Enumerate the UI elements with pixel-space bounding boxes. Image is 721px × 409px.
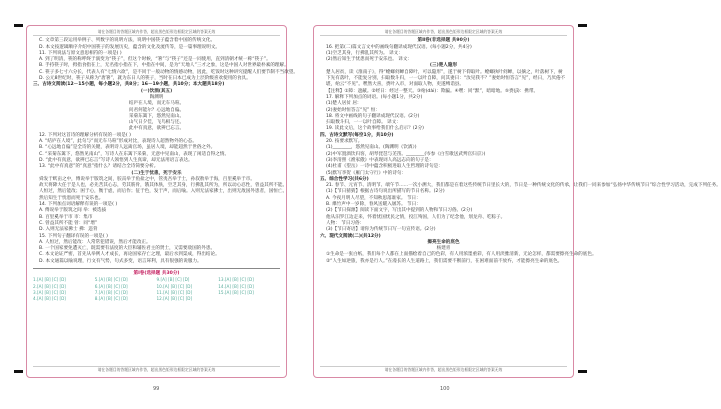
page-header-note: 请在各题目的答题区域内作答，超出黑色矩形边框限定区域的答案无效 [320,29,567,36]
question-line: B. 爆竹声中一岁除，春风送暖入屠苏。 节日： [326,202,421,208]
question-line: D. 入则无法家拂士 拂：违背 [39,227,98,233]
page-number: 100 [440,386,450,392]
answer-choice-row[interactable]: 12.[A] [B] [C] [D] [156,296,193,302]
section-heading: 六、现代文阅读(二)(共12分) [320,233,381,239]
answer-choice-row[interactable]: 5.[A] [B] [C] [D] [94,277,128,283]
question-line: (1)空乏其身，行拂乱其所为。 译文： [326,50,403,56]
passage-line: 【注释】①障：遮蔽。②经日：经过一整天。③绐(dài)：欺骗。④嘿：同“默”，暗暗地。⑤赍(jī)：携带。 [326,88,539,94]
question-line: (1)【节日猜猜】根据古诗句说出所描写的节日名称。(2分) [326,189,445,195]
question-line: D. 本文通篇以喻说理，行文有气势，句式多变，语言犀利，具有很强的说服力。 [39,258,202,264]
question-line: 15. 下列句子翻译有误的一项是( ) [39,233,108,239]
question-line: (3)【节日寄语】请你为传统节日写一句宣传语。(2分) [326,227,436,233]
answer-choice-row[interactable]: 10.[A] [B] [C] [D] [156,283,193,289]
page-header-note: 请在各题目的答题区域内作答，超出黑色矩形边框限定区域的答案无效 [33,29,280,36]
question-line: (5)默写李贺《雁门太守行》中的诗句： [326,170,407,176]
question-line: A. 到了明清，筷的称呼终于演变为“筷子”，但这个时候，“箸”与“筷子”还是一同使用，直到清朝才统一称“筷子”。 [39,57,271,63]
page-footer-note: 请在各题目的答题区域内作答，超出黑色矩形边框限定区域的答案无效 [33,366,280,373]
passage-title: (二)生于忧患，死于安乐 [131,170,182,176]
question-line: 人物： 节日习俗： [326,220,365,226]
answer-choice-row[interactable]: 6.[A] [B] [C] [D] [94,283,128,289]
question-line: A. 人恒过，然后能改：人常常犯错误，然后才能改正。 [39,239,151,245]
passage-line: 故天将降大任于是人也，必先苦其心志，劳其筋骨，饿其体肤，空乏其身，行拂乱其所为，所以动心忍性，曾益其所不能。 [39,183,288,189]
question-line: 18. 将文中画线的句子翻译成现代汉语。(2分) [326,113,420,119]
question-line: B. 手持筷子时，拇指食指在上，无名指小指在下，中指在中间，是为“天地人”三才之象，这是中国人对世界最朴素的理解。 [39,63,289,69]
answer-grid-title: 第Ⅰ卷(选择题 共30分) [133,270,180,276]
question-line: (3)李清照《渔家傲》中表现词人高远志向的句子是： [326,157,434,163]
poem-line: 山气日夕佳，飞鸟相与还。 [128,120,185,126]
question-line: 20. 按要求默写。 [326,139,363,145]
question-line: C. 筷子多七寸六分长，代表人有“七情六欲”，是不同于一般动物的情感动物，因此，吃饭时这种讲究提醒人们要节制不当欲望。 [39,69,298,75]
answer-choice-row[interactable]: 4.[A] [B] [C] [D] [33,296,66,302]
question-line: A. “结庐在人境”，此句与“而无车马喧”形成对比，表现诗人超然物外的心态。 [39,139,197,145]
passage-title: (三)楚人隐形 [429,63,458,69]
left-page [26,25,298,378]
section-heading: 三、古诗文阅读(12－15小题，每小题2分，共8分；16－19小题，共10分；本大题共18分) [33,82,225,88]
essay-author: 杨建青 [436,246,451,252]
essay-title: 擦亮生命的底色 [427,239,460,245]
question-line: B. 百里奚举于市 市：集市 [39,214,93,220]
answer-choice-row[interactable]: 14.[A] [B] [C] [D] [218,283,254,289]
poem-line: 结庐在人境，而无车马喧。 [128,101,185,107]
answer-choice-row[interactable]: 9.[A] [B] [C] [D] [156,277,190,283]
page-number: 99 [153,386,160,392]
question-line: 21. 春节、元宵节、清明节、端午节……一次小测大，我们都是在着这些传统节日里长大的，节日是一种传统文化的传承，让我们一同来参加“弘扬中华传统节日”综合性学习活动，完成下列任务。 [326,183,721,189]
question-line: 12. 下列对这首诗的理解分析有误的一项是( ) [39,132,131,138]
poem-title: (一)饮酒(其五) [140,88,173,94]
answer-choice-row[interactable] [218,296,280,302]
question-line: 17. 解释下列加点的词语。(每小题1分，共2分) [326,94,423,100]
question-line: (2)中军置酒饮归客，胡琴琵琶与羌笛。________(岑参《白雪歌送武判官归京》) [326,151,486,157]
question-line: B. “心远地自偏”是全诗的关键，表明诗人远离官场，虽居人境，却能超然于世俗之外。 [39,145,216,151]
registration-mark [14,370,23,373]
poem-line: 采菊东篱下，悠然见南山。 [128,113,185,119]
question-line: C. 文章第三段运用举例子、列数字的说明方法，说明中国筷子蕴含着中国的传统文化。 [39,38,216,44]
poem-author: 陶渊明 [149,94,164,100]
question-line: (4)杜甫《望岳》一诗中蕴含积极进取人生哲理的诗句是： [326,164,443,170]
question-line: 他从汨罗江边走来，怀着忧国忧民之情，投江殉国，人们为了纪念他，划龙舟、吃粽子。 [326,214,506,220]
answer-choice-row[interactable]: 11.[A] [B] [C] [D] [156,289,193,295]
registration-mark [14,24,23,27]
section-heading: 四、古诗文默写(每空1分，共10分) [320,132,394,138]
poem-line: 此中有真意，欲辨已忘言。 [128,126,185,132]
question-line: C. 曾益其所不能 曾：同“增” [39,220,98,226]
answer-choice-row[interactable]: 1.[A] [B] [C] [D] [33,277,66,283]
passage-line: 然后知生于忧患而死于安乐也。 [39,195,104,201]
question-line: (2)妻始时恒答言“见” 恒： [326,107,381,113]
answer-grid [33,268,280,302]
question-line: 11. 下列说法与原文意思相符的一项是( ) [39,50,122,56]
question-line: (1)________，悠然见南山。(陶渊明《饮酒》) [326,145,417,151]
answer-choice-row[interactable]: 15.[A] [B] [C] [D] [218,289,254,295]
question-line: D. “此中有真意，欲辨已忘言”写诗人领悟到人生真谛，却无法用语言表达。 [39,157,193,163]
question-line: 13. “此中有真意”的“真意”指什么？请结合全诗简要分析。 [39,164,159,170]
answer-choice-row[interactable]: 13.[A] [B] [C] [D] [218,277,254,283]
passage-line: 楚人居贫，读《淮南子》，得“螳螂伺蝉自障叶，可以隐形”，遂于树下仰取叶。螳螂执叶伺蝉，以摘之，叶落树下，树下先有落叶，不能复分别，扫取数斗归，一一以叶自障，问其妻曰：“汝见我不？”妻始时恒答言“见”，经日，乃厌倦不堪，绐云“不见”。嘿然大喜，赍叶入市，对面取人物，吏遂缚诣县。 [326,69,566,88]
question-line: (2)然后知生于忧患而死于安乐也。 译文： [326,57,413,63]
question-line: B. 一个国家要免遭灭亡，既需要有法度的大臣和辅佐君主的贤士，又需要敌国的外患。 [39,246,216,252]
question-line: (1)楚人居贫 居： [326,101,362,107]
answer-choice-row[interactable]: 3.[A] [B] [C] [D] [33,289,66,295]
answer-choice-row[interactable]: 2.[A] [B] [C] [D] [33,283,66,289]
question-line: C. “采菊东篱下，悠然见南山”，写诗人在东篱下采菊，无意中见南山，表现了闲适自得之情。 [39,151,230,157]
essay-line: ①生命是一张白纸，我们每个人都在上面描绘着自己的色彩，有人用浓墨重彩，有人用淡雅清新，无论怎样，都需要擦亮生命的底色。 [326,252,597,258]
answer-choice-row[interactable]: 7.[A] [B] [C] [D] [94,289,128,295]
question-line: D. 本文按逻辑顺序介绍中国筷子的发展历史，蕴含的文化及流传等，是一篇事理说明文。 [39,44,221,50]
registration-mark [578,24,587,27]
registration-mark [578,370,587,373]
question-line: 14. 下列加点词语解释有误的一项是( ) [39,202,118,208]
answer-choice-row[interactable]: 8.[A] [B] [C] [D] [94,296,128,302]
question-line: C. 本文论证严密，首先从举例人才成长，再论国家存亡之理，最后水到渠成，得出结论。 [39,252,220,258]
essay-line: ②“人生如逆旅，我亦是行人。”在漫长的人生道路上，我们需要不断前行，在困难面前不放弃，才能擦亮生命的底色。 [326,258,563,264]
question-line: D. 公元8世纪时，筷子从称为“唐箸”，就为东日人的筷子，当时在日本已成为上层阶级喜欢使用的食具。 [39,76,251,82]
question-line: A. 傅说举于版筑之间 举：被选拔 [39,208,107,214]
page-footer-note: 请在各题目的答题区域内作答，超出黑色矩形边框限定区域的答案无效 [320,366,567,373]
question-line: A. 今夜月明人尽望，不知秋思落谁家。 节日： [326,195,421,201]
section-heading: 第Ⅱ卷(非选择题 共90分) [417,38,470,44]
question-line: 扫取数斗归，一一以叶自障。 译文： [326,120,401,126]
question-line: 16. 把第(二)篇文言文中的画线句翻译成现代汉语。(每小题2分，共4分) [326,44,472,50]
passage-line: 舜发于畎亩之中，傅说举于版筑之间，胶鬲举于鱼盐之中，管夷吾举于士，孙叔敖举于海，百里奚举于市。 [39,176,255,182]
question-line: (2)【节日探源】阅读下面文字，写出其中提到的人物和节日习俗。(2分) [326,208,473,214]
passage-line: 人恒过，然后能改；困于心，衡于虑，而后作；征于色，发于声，而后喻。入则无法家拂士，出则无敌国外患者，国恒亡。 [39,189,288,195]
poem-line: 问君何能尔？心远地自偏。 [128,107,185,113]
question-line: 19. 读此文后，这个故事给我们什么启示？(2分) [326,126,424,132]
right-page [313,25,721,378]
section-heading: 五、综合性学习(共6分) [320,176,369,182]
